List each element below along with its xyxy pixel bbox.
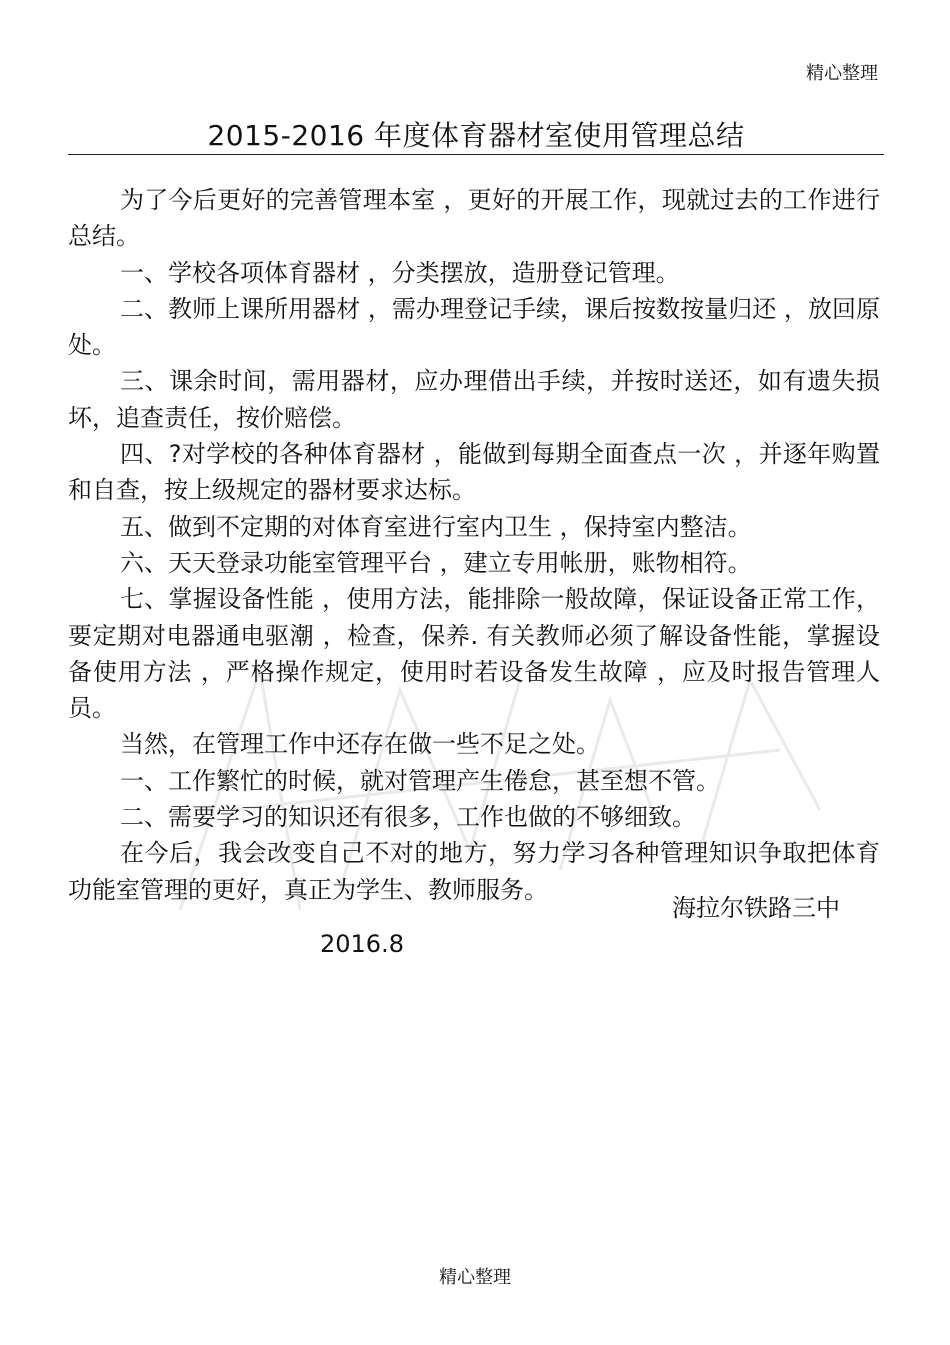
body-paragraph: 一、工作繁忙的时候，就对管理产生倦怠，甚至想不管。 bbox=[120, 766, 720, 795]
body-paragraph: 在今后，我会改变自己不对的地方，努力学习各种管理知识争取把体育功能室管理的更好，真正为学生、教师服务。 bbox=[68, 839, 880, 904]
body-paragraph: 五、做到不定期的对体育室进行室内卫生 ，保持室内整洁。 bbox=[120, 512, 752, 541]
title-underline bbox=[68, 154, 884, 155]
document-date: 2016.8 bbox=[320, 930, 404, 958]
body-paragraph: 三、课余时间，需用器材，应办理借出手续，并按时送还，如有遗失损坏，追查责任，按价赔偿。 bbox=[68, 367, 880, 432]
footer-note: 精心整理 bbox=[439, 1267, 511, 1288]
header-note: 精心整理 bbox=[806, 63, 878, 84]
body-paragraph: 一、学校各项体育器材 ，分类摆放，造册登记管理。 bbox=[120, 258, 680, 287]
document-title: 2015-2016 年度体育器材室使用管理总结 bbox=[207, 119, 745, 152]
signature-school: 海拉尔铁路三中 bbox=[672, 894, 840, 922]
body-paragraph: 为了今后更好的完善管理本室 ，更好的开展工作，现就过去的工作进行总结。 bbox=[68, 186, 880, 251]
body-paragraph: 四、?对学校的各种体育器材 ，能做到每期全面查点一次 ，并逐年购置和自查，按上级规定的器材要求达标。 bbox=[68, 440, 880, 505]
body-paragraph: 当然，在管理工作中还存在做一些不足之处。 bbox=[120, 730, 600, 759]
body-paragraph: 二、需要学习的知识还有很多，工作也做的不够细致。 bbox=[120, 803, 696, 832]
body-paragraph: 二、教师上课所用器材 ，需办理登记手续，课后按数按量归还 ，放回原处。 bbox=[68, 294, 880, 360]
document-body bbox=[68, 182, 880, 908]
body-paragraph: 七、掌握设备性能 ，使用方法，能排除一般故障，保证设备正常工作，要定期对电器通电驱潮 ，检查，保养. 有关教师必须了解设备性能，掌握设备使用方法 ，严格操作规定，使用时若设备发生故障 ，应及时报告管理人员。 bbox=[68, 585, 880, 723]
body-paragraph: 六、天天登录功能室管理平台 ，建立专用帐册，账物相符。 bbox=[120, 548, 752, 577]
